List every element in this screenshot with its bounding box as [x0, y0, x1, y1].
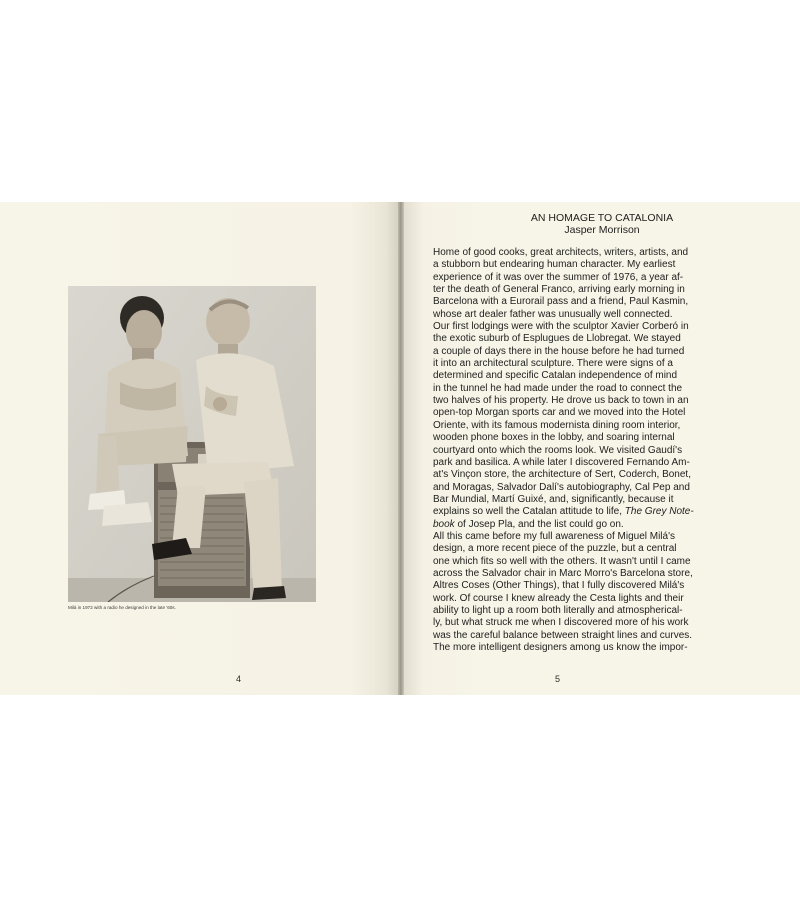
essay-body [433, 247, 695, 654]
text-line: experience of it was over the summer of 1976, a year af- [433, 271, 684, 283]
text-line: Bar Mundial, Martí Guixé, and, significantly, because it [433, 493, 674, 505]
text-line: a couple of days there in the house before he had turned [433, 345, 685, 357]
text-line: in the tunnel he had made under the road to connect the [433, 382, 683, 394]
right-page [404, 202, 800, 695]
essay-author: Jasper Morrison [564, 224, 640, 236]
essay-title: AN HOMAGE TO CATALONIA [530, 212, 674, 224]
photo-caption: Milá in 1972 with a radio he designed in the late '60s. [68, 605, 176, 610]
text-line: All this came before my full awareness of Miguel Milá's [433, 530, 676, 542]
text-line: ability to light up a room both literally and atmospherical- [433, 604, 683, 616]
text-line: was the careful balance between straight lines and curves. [433, 629, 693, 641]
text-line: it into an architectural sculpture. There were signs of a [433, 358, 673, 370]
text-line [433, 519, 695, 531]
text-line: Barcelona with a Eurorail pass and a friend, Paul Kasmin, [433, 296, 689, 308]
text-line: ly, but what struck me when I discovered more of his work [433, 617, 689, 629]
text-line-start: explains so well the Catalan attitude to life, [433, 506, 622, 518]
photo-mila-with-radio [68, 286, 316, 602]
text-line: Oriente, with its famous modernista dining room interior, [433, 419, 681, 431]
text-line: ter the death of General Franco, arriving early morning in [433, 284, 685, 296]
text-line: one which fits so well with the others. It wasn't until I came [433, 555, 691, 567]
text-line: Home of good cooks, great architects, writers, artists, and [433, 247, 689, 258]
text-line: determined and specific Catalan independence of mind [433, 370, 678, 382]
book-spread [0, 202, 800, 695]
text-line: a stubborn but endearing human character. My earliest [433, 259, 676, 271]
text-line: open-top Morgan sports car and we moved into the Hotel [433, 407, 686, 419]
text-line-rest: of Josep Pla, and the list could go on. [454, 518, 624, 530]
text-line: the exotic suburb of Esplugues de Llobregat. We stayed [433, 333, 681, 345]
text-line: The more intelligent designers among us know the impor- [433, 642, 688, 653]
text-line: across the Salvador chair in Marc Morro's Barcelona store, [433, 567, 693, 579]
text-line: Our first lodgings were with the sculptor Xavier Corberó in [433, 321, 689, 333]
book-title-italic-end: book [433, 518, 455, 530]
book-title-italic: The Grey Note- [624, 506, 694, 518]
text-line: Altres Coses (Other Things), that I fully discovered Milá's [433, 580, 685, 592]
text-line: and Moragas, Salvador Dalí's autobiography, Cal Pep and [433, 481, 690, 493]
text-line: wooden phone boxes in the lobby, and soaring internal [433, 432, 675, 444]
text-line: design, a more recent piece of the puzzle, but a central [433, 543, 677, 555]
text-line [433, 506, 695, 518]
page-number-right: 5 [555, 674, 561, 684]
text-line: two halves of his property. He drove us back to town in an [433, 395, 689, 407]
text-line: work. Of course I knew already the Cesta lights and their [433, 592, 684, 604]
text-line: at's Vinçon store, the architecture of Sert, Coderch, Bonet, [433, 469, 691, 481]
page-number-left: 4 [236, 674, 242, 684]
text-line: park and basilica. A while later I discovered Fernando Am- [433, 456, 690, 468]
text-line: whose art dealer father was unusually well connected. [433, 308, 673, 320]
text-line: courtyard onto which the rooms look. We visited Gaudí's [433, 444, 683, 456]
left-page [0, 202, 398, 695]
